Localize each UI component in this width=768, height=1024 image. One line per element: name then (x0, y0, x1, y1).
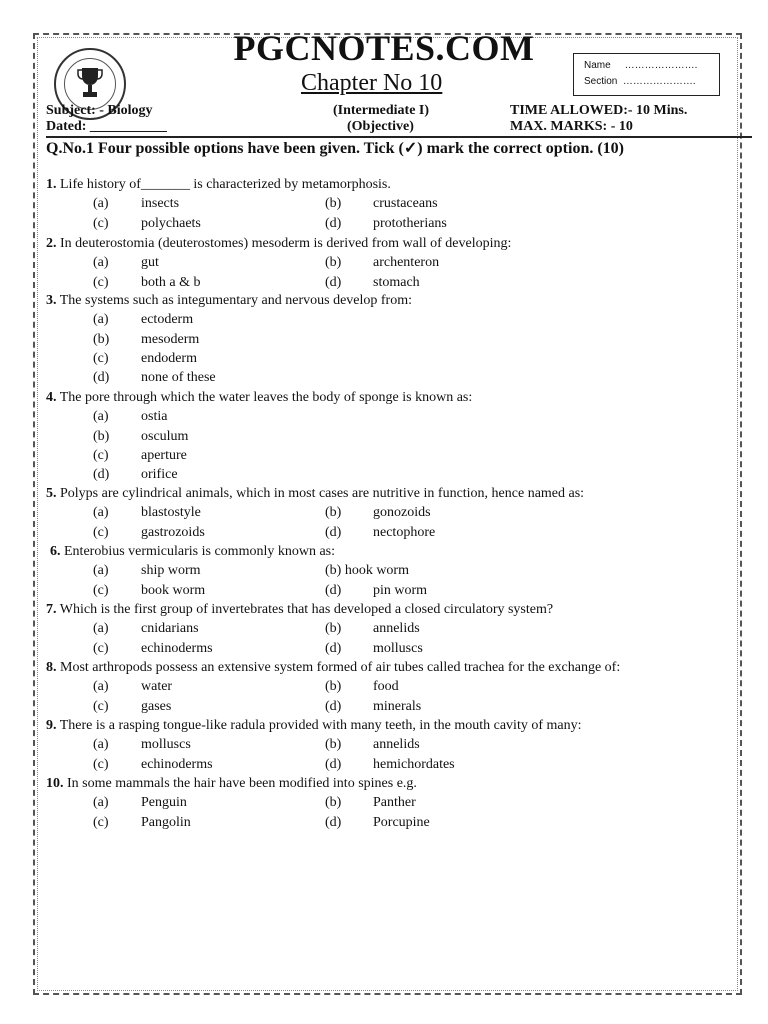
option-7-4 (325, 641, 423, 657)
option-text: mesoderm (141, 331, 200, 347)
option-text: food (373, 679, 399, 695)
option-text: ostia (141, 409, 168, 425)
question-text: The systems such as integumentary and nervous develop from: (56, 293, 412, 308)
option-letter: (c) (93, 448, 109, 464)
option-letter: (d) (325, 582, 342, 598)
question-number: 3. (46, 293, 57, 308)
option-text: gases (141, 698, 172, 714)
question-text: The pore through which the water leaves the body of sponge is known as: (56, 390, 473, 405)
option-text: book worm (141, 582, 206, 598)
option-letter: (a) (93, 621, 109, 637)
option-text: ship worm (141, 563, 201, 579)
option-3-3 (93, 351, 197, 367)
option-text: aperture (141, 448, 187, 464)
option-letter: (d) (325, 814, 342, 830)
option-letter: (b) (93, 428, 110, 444)
site-title: PGCNOTES.COM (233, 28, 535, 68)
option-8-2 (325, 679, 399, 695)
option-text: polychaets (141, 215, 201, 231)
question-text: Enterobius vermicularis is commonly known as: (60, 544, 336, 559)
option-letter: (c) (93, 524, 109, 540)
option-letter: (b) (325, 196, 342, 212)
option-letter: (a) (93, 312, 109, 328)
option-letter: (a) (93, 679, 109, 695)
option-letter: (b) (325, 795, 342, 811)
question-number: 7. (46, 602, 57, 617)
question-number: 2. (46, 236, 57, 251)
question-number: 9. (46, 718, 57, 733)
option-letter: (b) (325, 505, 342, 521)
option-6-3 (93, 583, 205, 599)
option-letter: (a) (93, 196, 109, 212)
option-text: gastrozoids (141, 524, 205, 540)
subject-label: Subject: - Biology (46, 103, 153, 118)
option-7-1 (93, 621, 199, 637)
option-4-4 (93, 467, 178, 483)
option-text: cnidarians (141, 621, 199, 637)
option-text: orifice (141, 467, 178, 483)
option-5-1 (93, 505, 201, 521)
option-9-3 (93, 757, 213, 773)
option-letter: (a) (93, 505, 109, 521)
option-4-2 (93, 429, 188, 445)
option-text: molluscs (141, 737, 191, 753)
option-letter: (a) (93, 737, 109, 753)
option-6-2 (325, 563, 409, 579)
option-text: Porcupine (373, 814, 430, 830)
trophy-icon (76, 66, 104, 100)
option-10-2 (325, 795, 416, 811)
option-text: Penguin (141, 795, 187, 811)
name-section-box (573, 53, 720, 96)
option-10-3 (93, 815, 191, 831)
option-1-3 (93, 216, 201, 232)
option-text: crustaceans (373, 196, 438, 212)
option-text: gut (141, 255, 159, 271)
option-8-3 (93, 699, 171, 715)
question-1 (46, 177, 391, 193)
option-text: water (141, 679, 173, 695)
option-letter: (a) (93, 255, 109, 271)
option-letter: (c) (93, 274, 109, 290)
option-text: prototherians (373, 215, 447, 231)
option-letter: (d) (325, 524, 342, 540)
option-9-1 (93, 737, 191, 753)
option-letter: (c) (93, 756, 109, 772)
option-5-4 (325, 525, 435, 541)
question-5 (46, 486, 584, 502)
question-text: Which is the first group of invertebrates that has developed a closed circulatory system? (56, 602, 554, 617)
level-label: (Intermediate I) (333, 103, 430, 118)
option-text: Panther (373, 795, 416, 811)
option-letter: (b) (93, 331, 110, 347)
option-text: endoderm (141, 351, 197, 367)
option-text: nectophore (373, 524, 436, 540)
option-letter: (c) (93, 582, 109, 598)
name-blank: …………………. (624, 60, 698, 71)
option-letter: (b) (325, 679, 342, 695)
question-number: 1. (46, 177, 57, 192)
instruction-heading: Q.No.1 Four possible options have been given. Tick (✓) mark the correct option. (10) (46, 140, 624, 157)
type-label: (Objective) (347, 119, 414, 134)
option-3-4 (93, 370, 216, 386)
question-4 (46, 390, 472, 406)
option-text: stomach (373, 274, 420, 290)
question-6 (50, 544, 335, 560)
option-text: echinoderms (141, 640, 213, 656)
question-text: Most arthropods possess an extensive system formed of air tubes called trachea for the exchange of: (56, 660, 621, 675)
question-9 (46, 718, 582, 734)
option-letter: (a) (93, 409, 109, 425)
option-text: molluscs (373, 640, 423, 656)
option-text: hemichordates (373, 756, 455, 772)
question-number: 5. (46, 486, 57, 501)
option-9-2 (325, 737, 420, 753)
option-letter: (b) (325, 737, 342, 753)
question-text: In deuterostomia (deuterostomes) mesoderm is derived from wall of developing: (56, 236, 512, 251)
question-number: 6. (50, 544, 61, 559)
option-letter: (d) (93, 370, 110, 386)
option-text: Pangolin (141, 814, 191, 830)
question-text: Life history of_______ is characterized by metamorphosis. (56, 177, 391, 192)
option-text: annelids (373, 621, 420, 637)
option-8-1 (93, 679, 172, 695)
question-10 (46, 776, 417, 792)
option-1-1 (93, 196, 179, 212)
option-2-1 (93, 255, 159, 271)
option-letter: (a) (93, 795, 109, 811)
option-letter: (d) (325, 698, 342, 714)
option-10-1 (93, 795, 187, 811)
option-text: blastostyle (141, 505, 201, 521)
dated-label: Dated: ___________ (46, 119, 167, 134)
question-2 (46, 236, 511, 252)
section-blank: …………………. (622, 76, 696, 87)
option-text: ectoderm (141, 312, 194, 328)
name-label: Name (584, 60, 611, 71)
question-number: 4. (46, 390, 57, 405)
question-text: Polyps are cylindrical animals, which in most cases are nutritive in function, hence named as: (56, 486, 585, 501)
option-4-1 (93, 409, 167, 425)
option-6-1 (93, 563, 201, 579)
option-9-4 (325, 757, 455, 773)
option-2-4 (325, 275, 420, 291)
option-letter: (d) (325, 640, 342, 656)
option-4-3 (93, 448, 187, 464)
option-letter: (c) (93, 351, 109, 367)
option-7-2 (325, 621, 420, 637)
option-1-4 (325, 216, 447, 232)
question-text: In some mammals the hair have been modified into spines e.g. (63, 776, 417, 791)
option-3-2 (93, 332, 199, 348)
question-8 (46, 660, 620, 676)
option-3-1 (93, 312, 193, 328)
question-7 (46, 602, 553, 618)
option-letter: (d) (325, 215, 342, 231)
question-text: There is a rasping tongue-like radula provided with many teeth, in the mouth cavity of many: (56, 718, 582, 733)
option-letter: (a) (93, 563, 109, 579)
option-2-2 (325, 255, 439, 271)
option-letter: (d) (93, 467, 110, 483)
option-text: osculum (141, 428, 189, 444)
question-3 (46, 293, 412, 309)
option-text: both a & b (141, 274, 201, 290)
option-2-3 (93, 275, 201, 291)
question-number: 8. (46, 660, 57, 675)
question-number: 10. (46, 776, 64, 791)
chapter-title: Chapter No 10 (301, 70, 443, 96)
option-text: gonozoids (373, 505, 431, 521)
option-text: minerals (373, 698, 422, 714)
option-6-4 (325, 583, 427, 599)
option-letter: (d) (325, 756, 342, 772)
option-text: archenteron (373, 255, 440, 271)
option-text: annelids (373, 737, 420, 753)
option-letter: (b) hook worm (325, 563, 409, 579)
option-text: pin worm (373, 582, 428, 598)
option-letter: (c) (93, 215, 109, 231)
option-letter: (c) (93, 814, 109, 830)
option-letter: (d) (325, 274, 342, 290)
option-text: echinoderms (141, 756, 213, 772)
option-5-2 (325, 505, 431, 521)
option-letter: (c) (93, 640, 109, 656)
section-label: Section (584, 76, 618, 87)
option-10-4 (325, 815, 430, 831)
option-5-3 (93, 525, 205, 541)
option-7-3 (93, 641, 213, 657)
option-8-4 (325, 699, 421, 715)
option-text: none of these (141, 370, 216, 386)
option-letter: (b) (325, 255, 342, 271)
option-1-2 (325, 196, 438, 212)
time-allowed: TIME ALLOWED:- 10 Mins. (510, 103, 688, 118)
option-text: insects (141, 196, 180, 212)
option-letter: (b) (325, 621, 342, 637)
max-marks: MAX. MARKS: - 10 (510, 119, 633, 134)
option-letter: (c) (93, 698, 109, 714)
